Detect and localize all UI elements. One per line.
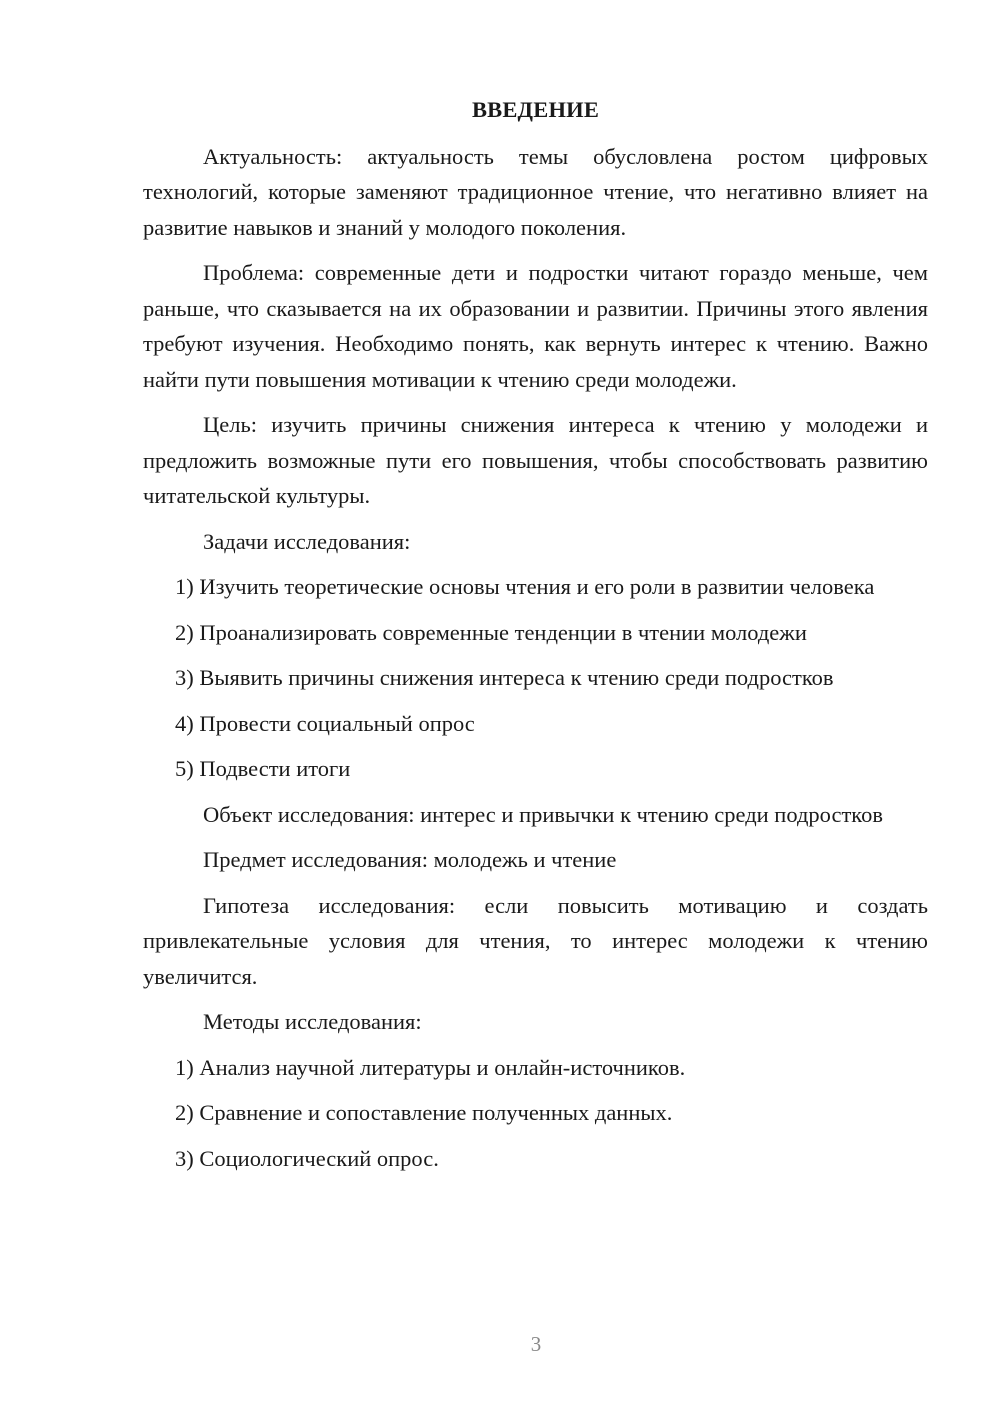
relevance-paragraph: Актуальность: актуальность темы обусловлена ростом цифровых технологий, которые заменяют традиционное чтение, что негативно влияет на развитие навыков и знаний у молодого поколения. bbox=[143, 143, 928, 240]
task-item-1: 1) Изучить теоретические основы чтения и его роли в развитии человека bbox=[175, 574, 875, 599]
task-item-2: 2) Проанализировать современные тенденции в чтении молодежи bbox=[175, 619, 807, 645]
problem-paragraph: Проблема: современные дети и подростки читают гораздо меньше, чем раньше, что сказывается на их образовании и развитии. Причины этого явления требуют изучения. Необходимо понять, как вернуть интерес к чтению. Важно найти пути повышения мотивации к чтению среди молодежи. bbox=[143, 260, 928, 392]
page-title: ВВЕДЕНИЕ bbox=[471, 97, 600, 122]
methods-heading: Методы исследования: bbox=[203, 1009, 422, 1034]
task-item-4: 4) Провести социальный опрос bbox=[175, 710, 475, 736]
hypothesis-paragraph: Гипотеза исследования: если повысить мотивацию и создать привлекательные условия для чтения, то интерес молодежи к чтению увеличится. bbox=[143, 892, 928, 989]
method-item-1: 1) Анализ научной литературы и онлайн-источников. bbox=[175, 1054, 686, 1080]
object-paragraph: Объект исследования: интерес и привычки к чтению среди подростков bbox=[203, 801, 883, 827]
tasks-heading: Задачи исследования: bbox=[203, 528, 411, 554]
task-item-5: 5) Подвести итоги bbox=[175, 756, 351, 781]
page-number: 3 bbox=[530, 1332, 542, 1356]
subject-paragraph: Предмет исследования: молодежь и чтение bbox=[203, 847, 617, 872]
page-content bbox=[143, 92, 928, 1186]
task-item-3: 3) Выявить причины снижения интереса к чтению среди подростков bbox=[175, 665, 834, 690]
method-item-3: 3) Социологический опрос. bbox=[175, 1145, 439, 1171]
goal-paragraph: Цель: изучить причины снижения интереса к чтению у молодежи и предложить возможные пути его повышения, чтобы способствовать развитию читательской культуры. bbox=[143, 412, 928, 508]
method-item-2: 2) Сравнение и сопоставление полученных данных. bbox=[175, 1100, 673, 1125]
